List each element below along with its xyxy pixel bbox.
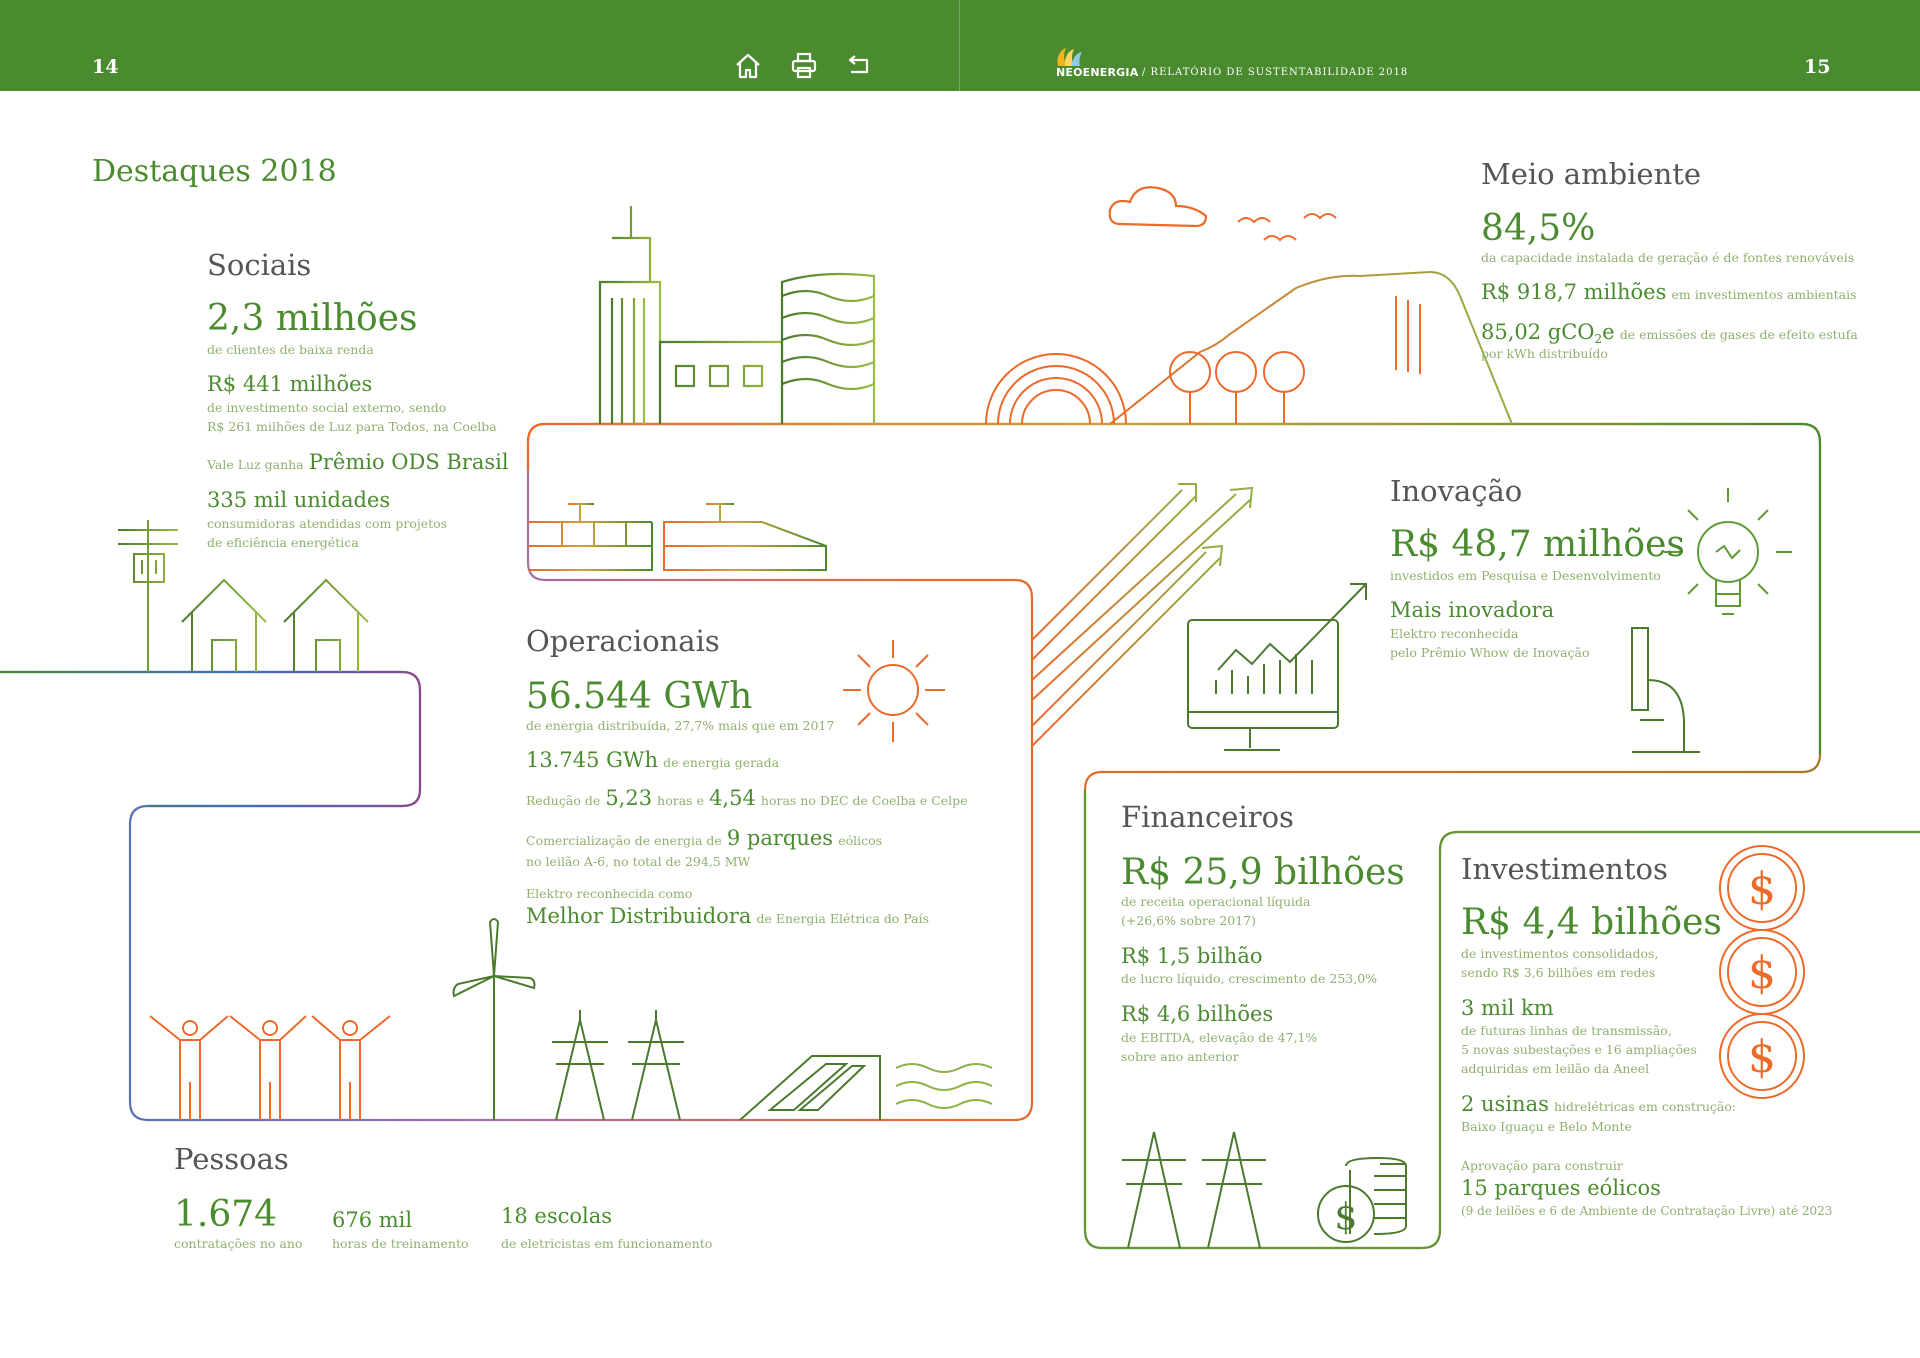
operacionais-desc-2: de energia gerada xyxy=(663,755,780,770)
comercializacao-desc: no leilão A-6, no total de 294,5 MW xyxy=(526,854,751,869)
pessoas-desc-3: de eletricistas em funcionamento xyxy=(501,1236,713,1251)
inovacao-desc-1: investidos em Pesquisa e Desenvolvimento xyxy=(1390,568,1661,583)
comercializacao-suffix: eólicos xyxy=(838,833,883,848)
sociais-title: Sociais xyxy=(207,248,312,282)
financeiros-value-3: R$ 4,6 bilhões xyxy=(1121,1002,1274,1026)
financeiros-desc-1a: de receita operacional líquida xyxy=(1121,894,1311,909)
elektro-value: Melhor Distribuidora xyxy=(526,904,752,928)
investimentos-desc-1b: sendo R$ 3,6 bilhões em redes xyxy=(1461,965,1656,980)
inovacao-value-2: Mais inovadora xyxy=(1390,598,1555,622)
operacionais-value-1: 56.544 GWh xyxy=(526,676,753,717)
report-title: / RELATÓRIO DE SUSTENTABILIDADE 2018 xyxy=(1142,67,1409,78)
meio-ambiente-desc-3: de emissões de gases de efeito estufa xyxy=(1619,327,1858,342)
financeiros-value-1: R$ 25,9 bilhões xyxy=(1121,852,1405,893)
page-number-right: 15 xyxy=(1804,56,1831,78)
dollar-sign: $ xyxy=(1748,864,1776,915)
investimentos-desc-4: (9 de leilões e 6 de Ambiente de Contratação Livre) até 2023 xyxy=(1461,1204,1833,1218)
inovacao-desc-2a: Elektro reconhecida xyxy=(1390,626,1519,641)
comercializacao-value: 9 parques xyxy=(726,826,834,850)
operacionais-energia-gerada xyxy=(526,748,779,772)
investimentos-desc-3b: Baixo Iguaçu e Belo Monte xyxy=(1461,1119,1632,1134)
financeiros-desc-1b: (+26,6% sobre 2017) xyxy=(1121,913,1257,928)
financeiros-desc-3a: de EBITDA, elevação de 47,1% xyxy=(1121,1030,1318,1045)
page-title: Destaques 2018 xyxy=(92,154,337,189)
reducao-prefix: Redução de xyxy=(526,793,601,808)
inovacao-value-1: R$ 48,7 milhões xyxy=(1390,524,1685,565)
reducao-value-2: 4,54 xyxy=(709,786,756,810)
meio-ambiente-desc-2: em investimentos ambientais xyxy=(1671,287,1857,302)
investimentos-desc-2b: 5 novas subestações e 16 ampliações xyxy=(1461,1042,1697,1057)
pessoas-desc-1: contratações no ano xyxy=(174,1236,303,1251)
sociais-desc-3b: de eficiência energética xyxy=(207,535,359,550)
award-prefix: Vale Luz ganha xyxy=(207,457,304,472)
sociais-value-2: R$ 441 milhões xyxy=(207,372,373,396)
reducao-middle: horas e xyxy=(657,793,704,808)
financeiros-desc-3b: sobre ano anterior xyxy=(1121,1049,1239,1064)
investimentos-usinas xyxy=(1461,1092,1736,1116)
sociais-value-1: 2,3 milhões xyxy=(207,298,418,339)
operacionais-value-2: 13.745 GWh xyxy=(526,748,659,772)
pessoas-title: Pessoas xyxy=(174,1142,289,1176)
sociais-value-3: 335 mil unidades xyxy=(207,488,391,512)
meio-ambiente-desc-1: da capacidade instalada de geração é de fontes renováveis xyxy=(1481,250,1855,265)
financeiros-desc-2: de lucro líquido, crescimento de 253,0% xyxy=(1121,971,1378,986)
investimentos-desc-3a: hidrelétricas em construção: xyxy=(1553,1099,1737,1114)
meio-ambiente-title: Meio ambiente xyxy=(1481,157,1702,191)
investimentos-value-2: 3 mil km xyxy=(1461,996,1554,1020)
pessoas-desc-2: horas de treinamento xyxy=(332,1236,469,1251)
co2e-suffix: e xyxy=(1602,320,1615,344)
reducao-value-1: 5,23 xyxy=(605,786,653,810)
dollar-sign: $ xyxy=(1334,1197,1358,1238)
meio-ambiente-desc-3b: por kWh distribuído xyxy=(1481,346,1608,361)
co2-subscript: 2 xyxy=(1594,332,1603,347)
pessoas-value-3: 18 escolas xyxy=(501,1204,613,1228)
investimentos-value-1: R$ 4,4 bilhões xyxy=(1461,902,1722,943)
investimentos-value-3: 2 usinas xyxy=(1461,1092,1549,1116)
financeiros-title: Financeiros xyxy=(1121,800,1294,834)
sociais-desc-2a: de investimento social externo, sendo xyxy=(207,400,447,415)
sociais-desc-1: de clientes de baixa renda xyxy=(207,342,374,357)
inovacao-title: Inovação xyxy=(1390,474,1523,508)
operacionais-reducao xyxy=(526,786,968,810)
dollar-sign: $ xyxy=(1748,948,1776,999)
investimentos-value-4: 15 parques eólicos xyxy=(1461,1176,1661,1200)
comercializacao-prefix: Comercialização de energia de xyxy=(526,833,722,848)
reducao-suffix: horas no DEC de Coelba e Celpe xyxy=(760,793,968,808)
award-name: Prêmio ODS Brasil xyxy=(308,450,509,474)
meio-ambiente-investimentos xyxy=(1481,280,1857,304)
operacionais-desc-1: de energia distribuída, 27,7% mais que em 2017 xyxy=(526,718,835,733)
pessoas-value-2: 676 mil xyxy=(332,1208,413,1232)
investimentos-desc-2a: de futuras linhas de transmissão, xyxy=(1461,1023,1672,1038)
sociais-desc-2b: R$ 261 milhões de Luz para Todos, na Coelba xyxy=(207,419,497,434)
sociais-desc-3a: consumidoras atendidas com projetos xyxy=(207,516,448,531)
meio-ambiente-value-2: R$ 918,7 milhões xyxy=(1481,280,1667,304)
inovacao-desc-2b: pelo Prêmio Whow de Inovação xyxy=(1390,645,1590,660)
sociais-award xyxy=(207,450,509,474)
meio-ambiente-emissoes xyxy=(1481,320,1858,346)
investimentos-title: Investimentos xyxy=(1461,852,1668,886)
brand-name: NEOENERGIA xyxy=(1056,66,1139,79)
elektro-prefix: Elektro reconhecida como xyxy=(526,886,693,901)
investimentos-desc-1a: de investimentos consolidados, xyxy=(1461,946,1659,961)
operacionais-comercializacao xyxy=(526,826,882,850)
operacionais-elektro xyxy=(526,904,929,928)
elektro-suffix: de Energia Elétrica do País xyxy=(756,911,929,926)
page-number-left: 14 xyxy=(92,56,119,78)
pessoas-value-1: 1.674 xyxy=(174,1194,278,1235)
meio-ambiente-value-3: 85,02 gCO xyxy=(1481,320,1595,344)
investimentos-desc-2c: adquiridas em leilão da Aneel xyxy=(1461,1061,1650,1076)
investimentos-prefix-4: Aprovação para construir xyxy=(1461,1158,1623,1173)
operacionais-title: Operacionais xyxy=(526,624,720,658)
financeiros-value-2: R$ 1,5 bilhão xyxy=(1121,944,1263,968)
meio-ambiente-value-1: 84,5% xyxy=(1481,208,1596,249)
dollar-sign: $ xyxy=(1748,1032,1776,1083)
